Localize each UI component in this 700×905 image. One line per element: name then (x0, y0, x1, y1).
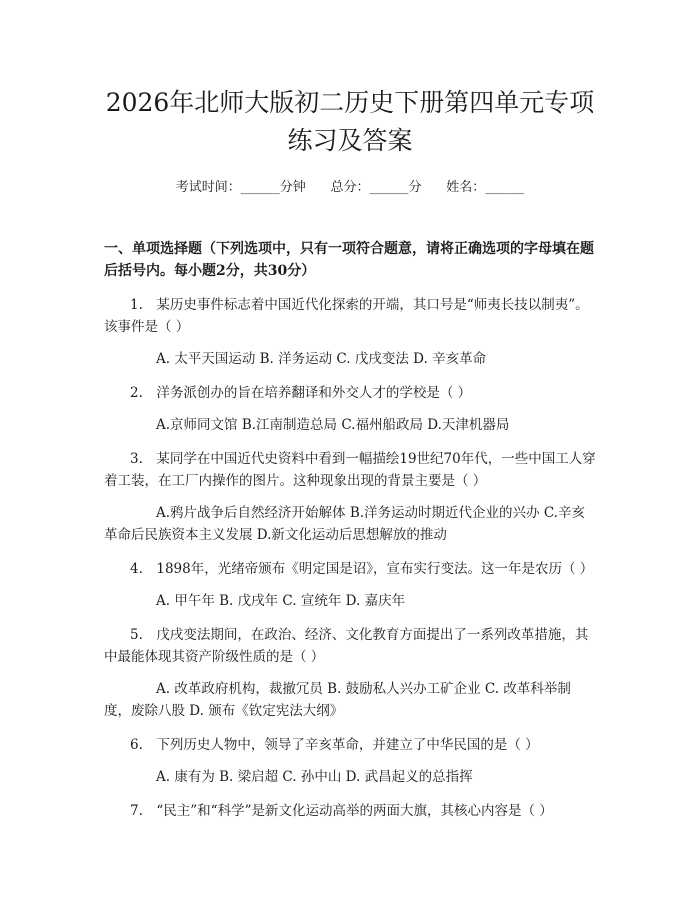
question-stem: 7. “民主”和“科学”是新文化运动高举的两面大旗，其核心内容是（ ） (130, 803, 553, 819)
question-1 (104, 294, 596, 370)
question-stem: 2. 洋务派创办的旨在培养翻译和外交人才的学校是（ ） (130, 385, 472, 401)
exam-info-text: 考试时间：______分钟 总分：______分 姓名：______ (175, 180, 525, 195)
question-stem: 4. 1898年，光绪帝颁布《明定国是诏》，宣布实行变法。这一年是农历（ ） (130, 561, 594, 577)
question-4 (104, 558, 596, 612)
question-options: A. 康有为 B. 梁启超 C. 孙中山 D. 武昌起义的总指挥 (156, 769, 473, 785)
question-options: A.京师同文馆 B.江南制造总局 C.福州船政局 D.天津机器局 (156, 417, 510, 433)
question-options: A.鸦片战争后自然经济开始解体 B.洋务运动时期近代企业的兴办 C.辛亥革命后民族资本主义发展 D.新文化运动后思想解放的推动 (104, 505, 585, 543)
title-line-2: 练习及答案 (287, 126, 413, 155)
question-stem: 1. 某历史事件标志着中国近代化探索的开端，其口号是“师夷长技以制夷”。该事件是（ ） (104, 297, 589, 335)
document-title (104, 0, 596, 160)
question-6 (104, 734, 596, 788)
question-options: A. 甲午年 B. 戊戌年 C. 宣统年 D. 嘉庆年 (156, 593, 406, 609)
question-2 (104, 382, 596, 436)
question-stem: 3. 某同学在中国近代史资料中看到一幅描绘19世纪70年代，一些中国工人穿着工装，在工厂内操作的图片。这种现象出现的背景主要是（ ） (104, 451, 596, 489)
title-line-1: 2026年北师大版初二历史下册第四单元专项 (105, 88, 595, 117)
question-5 (104, 624, 596, 722)
question-stem: 6. 下列历史人物中，领导了辛亥革命，并建立了中华民国的是（ ） (130, 737, 539, 753)
question-options: A. 太平天国运动 B. 洋务运动 C. 戊戌变法 D. 辛亥革命 (156, 351, 487, 367)
question-options: A. 改革政府机构，裁撤冗员 B. 鼓励私人兴办工矿企业 C. 改革科举制度，废除八股 D. 颁布《钦定宪法大纲》 (104, 681, 571, 719)
question-7 (104, 800, 596, 822)
question-3 (104, 448, 596, 546)
question-stem: 5. 戊戌变法期间，在政治、经济、文化教育方面提出了一系列改革措施，其中最能体现其资产阶级性质的是（ ） (104, 627, 589, 665)
exam-info (104, 178, 596, 198)
section-heading: 一、单项选择题（下列选项中，只有一项符合题意，请将正确选项的字母填在题后括号内。每小题2分，共30分） (104, 241, 594, 279)
